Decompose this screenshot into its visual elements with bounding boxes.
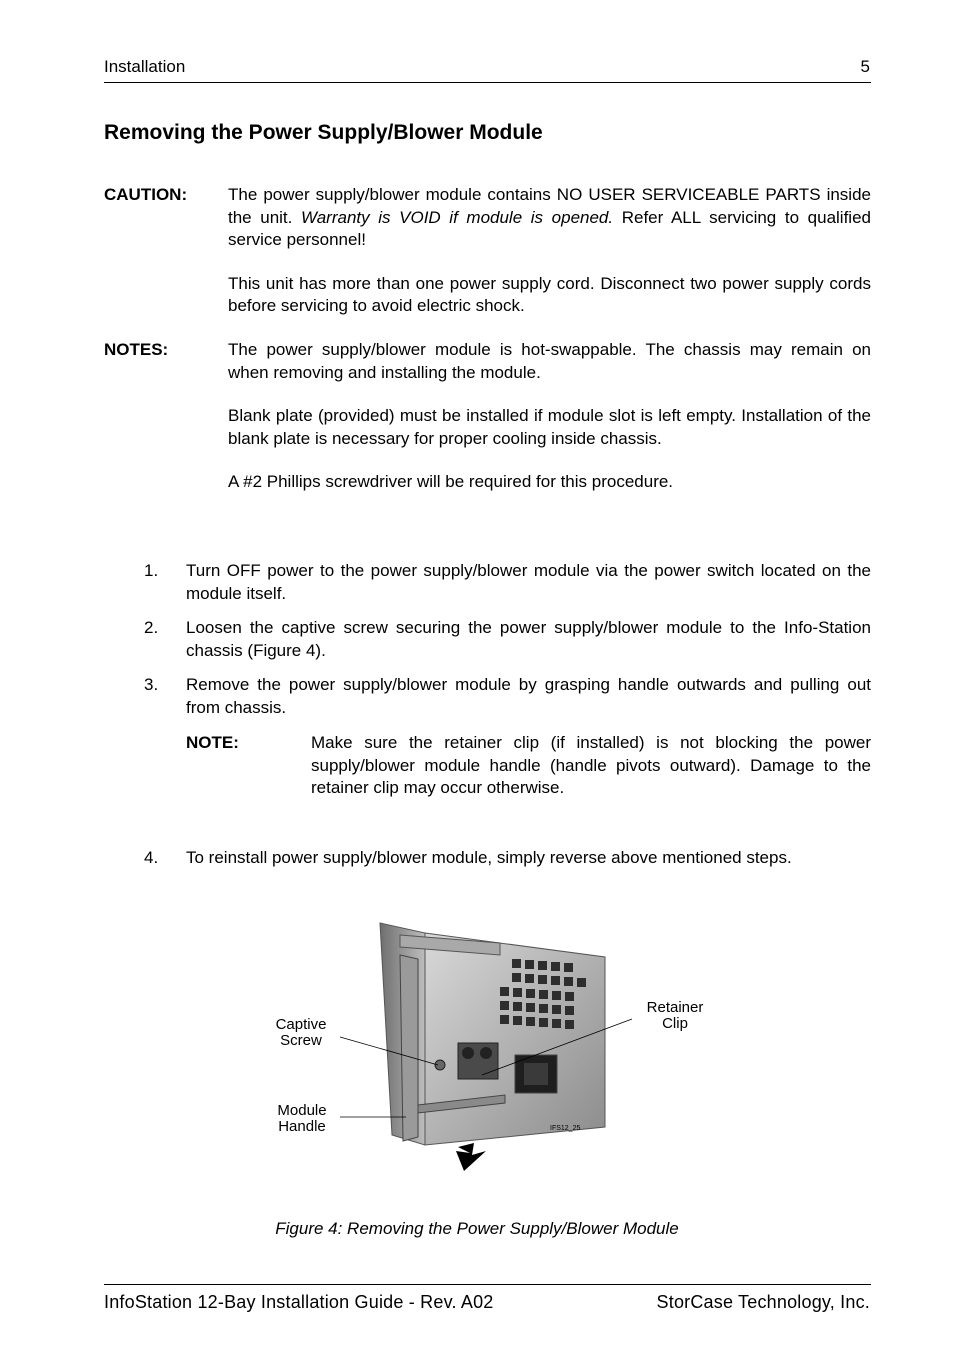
captive-screw bbox=[435, 1060, 445, 1070]
notes-block bbox=[228, 339, 871, 494]
step-number: 2. bbox=[144, 618, 159, 637]
notes-paragraph-3: A #2 Phillips screwdriver will be required for this procedure. bbox=[228, 472, 674, 491]
module-handle bbox=[400, 955, 418, 1141]
header-rule bbox=[104, 82, 871, 83]
step-text: Turn OFF power to the power supply/blower module via the power switch located on the module itself. bbox=[186, 561, 871, 603]
pull-arrow-icon bbox=[456, 1143, 486, 1171]
notes-paragraph-1: The power supply/blower module is hot-swappable. The chassis may remain on when removing and installing the module. bbox=[228, 340, 871, 382]
notes-paragraph-2: Blank plate (provided) must be installed if module slot is left empty. Installation of the blank plate is necessary for proper cooling inside chassis. bbox=[228, 406, 871, 448]
step-number: 3. bbox=[144, 675, 159, 694]
caution-paragraph-2: This unit has more than one power supply cord. Disconnect two power supply cords before servicing to avoid electric shock. bbox=[228, 273, 871, 315]
retainer-clip bbox=[458, 1043, 498, 1079]
notes-label: NOTES: bbox=[104, 340, 169, 359]
step-text: Remove the power supply/blower module by grasping handle outwards and pulling out from chassis. bbox=[186, 675, 871, 717]
module-handle-label: Module Handle bbox=[277, 1102, 327, 1135]
captive-screw-label: Captive Screw bbox=[275, 1016, 327, 1049]
step-note-text: Make sure the retainer clip (if installed) is not blocking the power supply/blower module handle (handle pivots outward). Damage to the retainer clip may occur otherwise. bbox=[311, 733, 871, 797]
page-number: 5 bbox=[860, 57, 870, 76]
caution-block bbox=[228, 184, 871, 318]
figure-4 bbox=[260, 915, 720, 1175]
footer-rule bbox=[104, 1284, 871, 1285]
step-text: Loosen the captive screw securing the power supply/blower module to the Info-Station chassis (Figure 4). bbox=[186, 618, 871, 660]
footer-right: StorCase Technology, Inc. bbox=[656, 1292, 870, 1312]
running-header: Installation bbox=[104, 57, 186, 76]
retainer-clip-label: Retainer Clip bbox=[646, 999, 704, 1032]
caution-paragraph-1: The power supply/blower module contains NO USER SERVICEABLE PARTS inside the unit. Warranty is VOID if module is opened. Refer ALL servicing to qualified service personnel! bbox=[228, 185, 871, 249]
step-text: To reinstall power supply/blower module, simply reverse above mentioned steps. bbox=[186, 848, 792, 867]
image-code: IFS12_25 bbox=[550, 1125, 581, 1132]
figure-caption: Figure 4: Removing the Power Supply/Blower Module bbox=[275, 1219, 679, 1238]
step-number: 4. bbox=[144, 848, 159, 867]
step-note-label: NOTE: bbox=[186, 733, 239, 752]
footer-left: InfoStation 12-Bay Installation Guide - Rev. A02 bbox=[104, 1292, 494, 1312]
section-title: Removing the Power Supply/Blower Module bbox=[104, 121, 543, 144]
caution-label: CAUTION: bbox=[104, 185, 188, 204]
step-number: 1. bbox=[144, 561, 159, 580]
